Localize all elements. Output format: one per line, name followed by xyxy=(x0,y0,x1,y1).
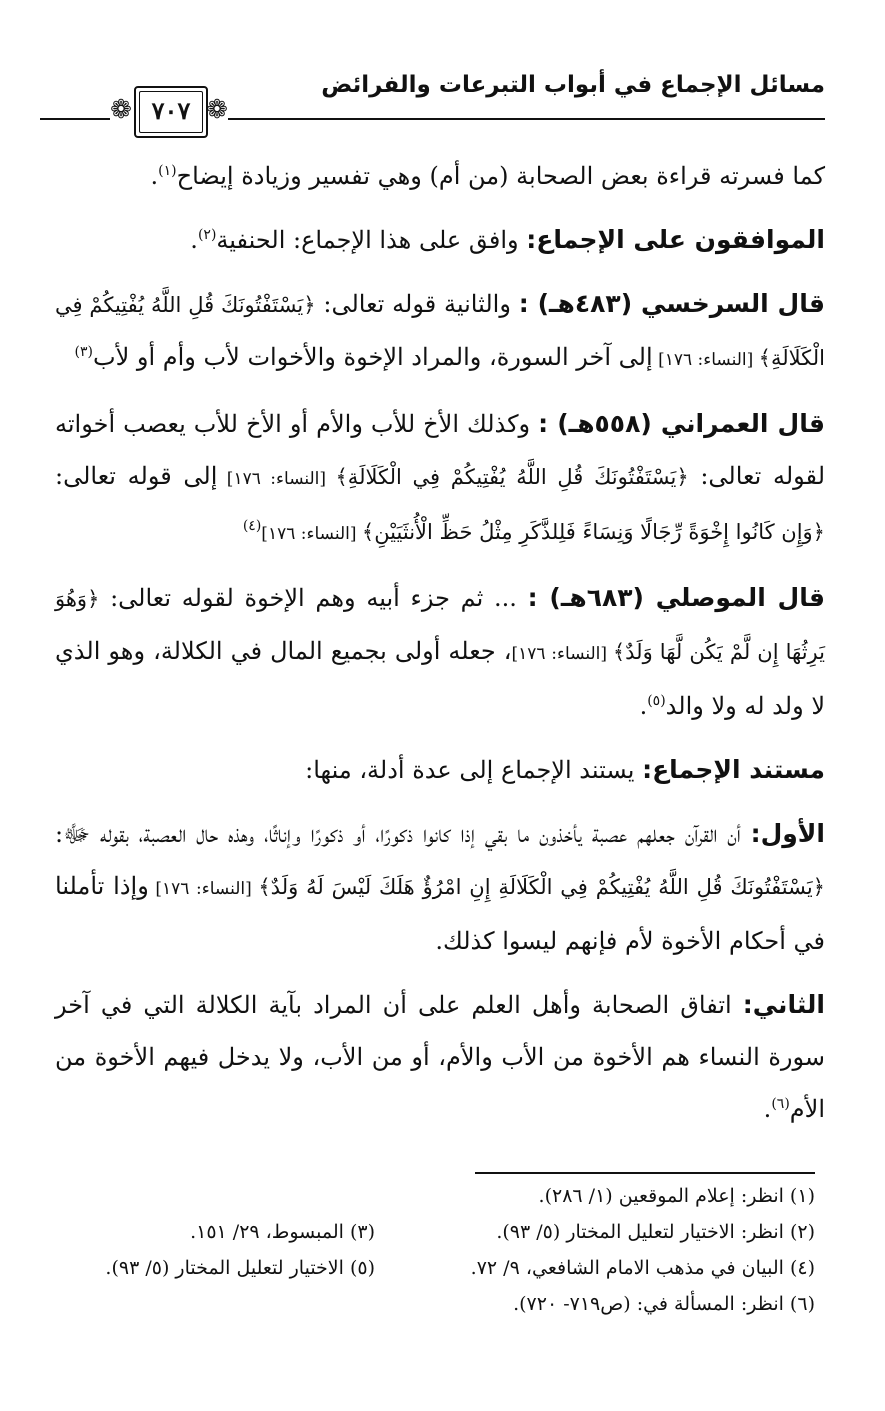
verse-reference: [النساء: ١٧٦] xyxy=(652,350,759,370)
footnote-item: (٣) المبسوط، ٢٩/ ١٥١. xyxy=(190,1221,375,1243)
verse-reference: [النساء: ١٧٦] xyxy=(217,469,336,489)
footnote-item: (٤) البيان في مذهب الامام الشافعي، ٩/ ٧٢. xyxy=(470,1257,815,1279)
paragraph-sarakhsi xyxy=(55,278,825,386)
verse-reference: [النساء: ١٧٦] xyxy=(148,879,259,899)
footnote-item: (٢) انظر: الاختيار لتعليل المختار (٥/ ٩٣). xyxy=(496,1221,815,1243)
quran-verse: ﴿وَهُوَ يَرِثُهَا إِن لَّمْ يَكُن لَّهَا وَلَدٌ﴾ xyxy=(55,587,825,664)
paragraph-mawsili xyxy=(55,572,825,732)
page-body xyxy=(55,150,825,1147)
page-number-box xyxy=(134,86,208,138)
paragraph-imrani xyxy=(55,398,825,560)
footnote-rule xyxy=(475,1172,815,1174)
footnote-marker: (٥) xyxy=(647,693,666,709)
footnote-marker: (٤) xyxy=(242,518,262,534)
footnote-item: (٦) انظر: المسألة في: (ص٧١٩- ٧٢٠). xyxy=(513,1293,815,1315)
paragraph-text: وإذا تأملنا في أحكام الأخوة لأم فإنهم ليسوا كذلك. xyxy=(55,872,825,955)
paragraph-text: إلى آخر السورة، والمراد الإخوة والأخوات لأب وأم أو لأب xyxy=(92,343,653,371)
paragraph-text: إلى قوله تعالى: xyxy=(55,462,218,490)
page-number-frame xyxy=(110,84,228,138)
paragraph-end: . xyxy=(150,162,159,190)
paragraph-agreeing xyxy=(55,214,825,266)
footnote-item: (٥) الاختيار لتعليل المختار (٥/ ٩٣). xyxy=(105,1257,375,1279)
quran-verse: ﴿وَإِن كَانُوا إِخْوَةً رِّجَالًا وَنِسَاءً فَلِلذَّكَرِ مِثْلُ حَظِّ الْأُنثَيَيْنِ﴾ xyxy=(361,520,825,544)
quran-verse: ﴿يَسْتَفْتُونَكَ قُلِ اللَّهُ يُفْتِيكُمْ فِي الْكَلَالَةِ﴾ xyxy=(55,293,825,370)
quran-verse: ﴿يَسْتَفْتُونَكَ قُلِ اللَّهُ يُفْتِيكُمْ فِي الْكَلَالَةِ إِنِ امْرُؤٌ هَلَكَ لَيْسَ لَهُ وَلَدٌ﴾ xyxy=(258,875,825,899)
verse-reference: [النساء: ١٧٦] xyxy=(511,644,613,664)
footnote-marker: (٦) xyxy=(771,1096,790,1112)
paragraph-text: والثانية قوله تعالى: xyxy=(315,290,519,318)
paragraph-second-evidence xyxy=(55,979,825,1135)
paragraph-end: . xyxy=(190,226,198,254)
section-label: الموافقون على الإجماع: xyxy=(526,225,825,254)
paragraph-first-evidence xyxy=(55,808,825,967)
evidence-label: الأول: xyxy=(750,819,825,848)
quran-verse: ﴿يَسْتَفْتُونَكَ قُلِ اللَّهُ يُفْتِيكُمْ فِي الْكَلَالَةِ﴾ xyxy=(335,465,689,489)
scholar-label: قال العمراني (٥٥٨هـ) : xyxy=(538,409,825,438)
verse-reference: [النساء: ١٧٦] xyxy=(261,524,362,544)
paragraph-intro xyxy=(55,150,825,202)
paragraph-end: . xyxy=(639,692,648,720)
scholar-label: قال الموصلي (٦٨٣هـ) : xyxy=(527,583,826,612)
footnote-marker: (١) xyxy=(158,163,177,179)
paragraph-text: اتفاق الصحابة وأهل العلم على أن المراد بآية الكلالة التي في آخر سورة النساء هم الأخوة من الأب والأم، أو من الأب، ولا يدخل فيهم الأخوة من الأم xyxy=(55,991,825,1123)
page-header xyxy=(40,70,825,140)
paragraph-text: يستند الإجماع إلى عدة أدلة، منها: xyxy=(305,756,643,784)
paragraph-text: وكذلك الأخ للأب والأم أو الأخ للأب يعصب أخواته لقوله تعالى: xyxy=(55,410,826,490)
paragraph-text: ... ثم جزء أبيه وهم الإخوة لقوله تعالى: xyxy=(99,584,528,612)
paragraph-text: أن القرآن جعلهم عصبة يأخذون ما بقي إذا كانوا ذكورًا، أو ذكورًا وإناثًا، وهذه حال العصبة، بقوله ﷻ: xyxy=(55,820,751,848)
paragraph-text: ، جعله أولى بجميع المال في الكلالة، وهو الذي لا ولد له ولا والد xyxy=(55,637,825,720)
ornament-icon: ❁ xyxy=(206,95,228,125)
evidence-label: الثاني: xyxy=(742,990,825,1019)
paragraph-text: كما فسرته قراءة بعض الصحابة (من أم) وهي تفسير وزيادة إيضاح xyxy=(176,162,825,190)
footnote-marker: (٣) xyxy=(74,344,93,360)
scholar-label: قال السرخسي (٤٨٣هـ) : xyxy=(518,289,826,318)
ornament-icon: ❁ xyxy=(110,95,132,125)
running-title: مسائل الإجماع في أبواب التبرعات والفرائض xyxy=(321,72,825,98)
page-number: ٧٠٧ xyxy=(151,96,191,125)
paragraph-basis xyxy=(55,744,825,796)
section-label: مستند الإجماع: xyxy=(642,755,825,784)
paragraph-text: وافق على هذا الإجماع: الحنفية xyxy=(216,226,527,254)
paragraph-end: . xyxy=(763,1095,772,1123)
footnote-item: (١) انظر: إعلام الموقعين (١/ ٢٨٦). xyxy=(538,1185,815,1207)
footnote-marker: (٢) xyxy=(197,227,217,243)
